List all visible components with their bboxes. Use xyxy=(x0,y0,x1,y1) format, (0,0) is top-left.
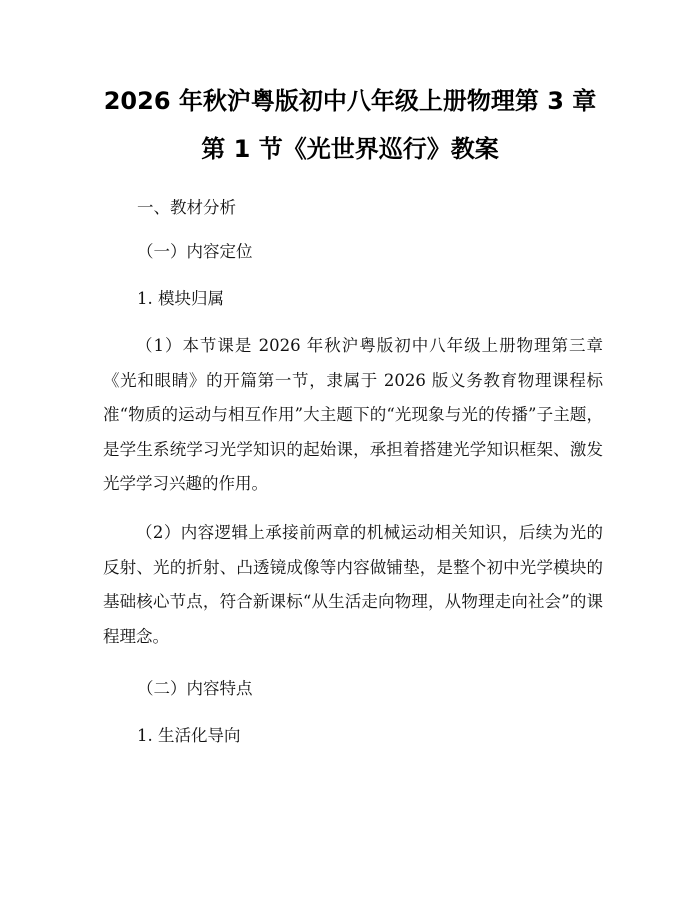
paragraph-1: （1）本节课是 2026 年秋沪粤版初中八年级上册物理第三章《光和眼睛》的开篇第一节，隶属于 2026 版义务教育物理课程标准“物质的运动与相互作用”大主题下的“光现象与光的传播”子主题，是学生系统学习光学知识的起始课，承担着搭建光学知识框架、激发光学学习兴趣的作用。 xyxy=(103,336,603,493)
document-title-line-1: 2026 年秋沪粤版初中八年级上册物理第 3 章 xyxy=(103,87,597,115)
paragraph-2: （2）内容逻辑上承接前两章的机械运动相关知识，后续为光的反射、光的折射、凸透镜成像等内容做铺垫，是整个初中光学模块的基础核心节点，符合新课标“从生活走向物理，从物理走向社会”的课程理念。 xyxy=(103,523,603,646)
subsection-heading-content-features: （二）内容特点 xyxy=(137,679,253,698)
section-heading-textbook-analysis: 一、教材分析 xyxy=(137,198,236,217)
item-heading-module-attribution: 1. 模块归属 xyxy=(137,289,224,308)
item-heading-life-orientation: 1. 生活化导向 xyxy=(137,726,241,745)
subsection-heading-content-positioning: （一）内容定位 xyxy=(137,242,253,261)
document-title-line-2: 第 1 节《光世界巡行》教案 xyxy=(201,135,499,163)
